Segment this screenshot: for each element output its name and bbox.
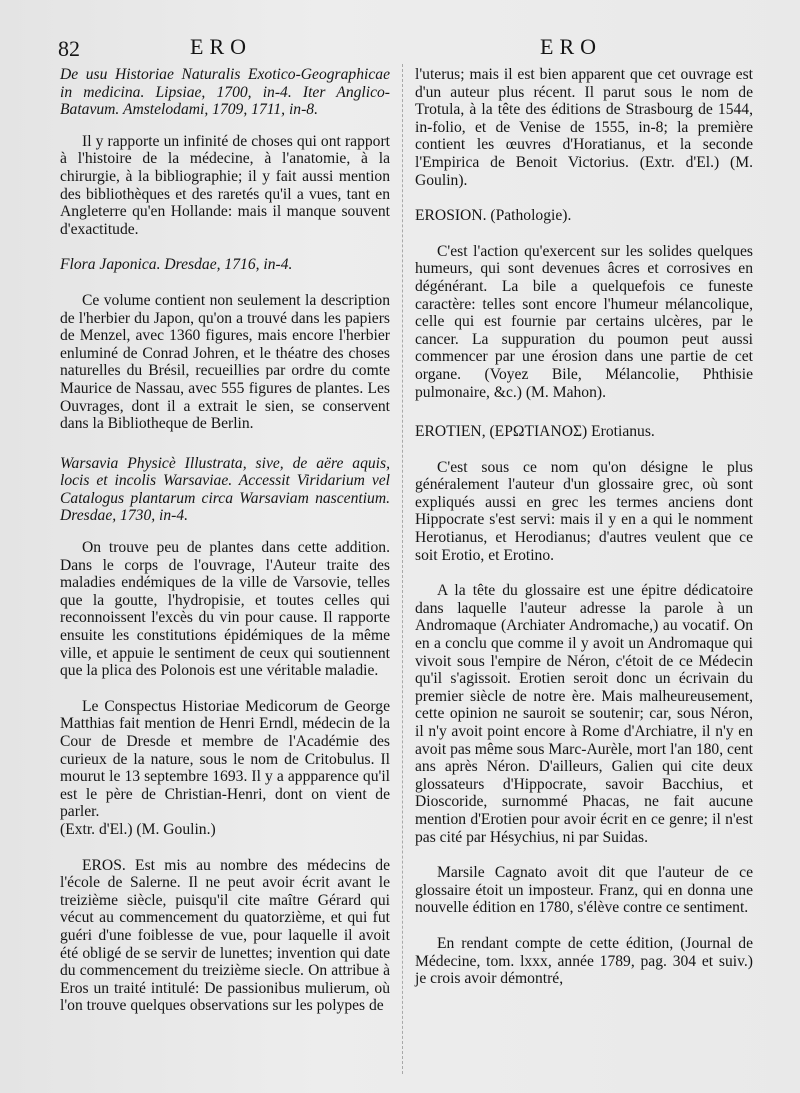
running-head-left: ERO [190,34,252,59]
page-number: 82 [58,36,80,61]
citation-de-usu-historiae: De usu Historiae Naturalis Exotico-Geographicae in medicina. Lipsiae, 1700, in-4. Iter Anglico-Batavum. Amstelodami, 1709, 1711, in-8. [60,66,390,119]
paragraph-journal: En rendant compte de cette édition, (Journal de Médecine, tom. lxxx, année 1789, pag. 304 et suiv.) je crois avoir démontré, [415,934,753,988]
paragraph-erotien: C'est sous ce nom qu'on désigne le plus généralement l'auteur d'un glossaire grec, où sont expliqués aussi en grec les termes anciens dont Hippocrate s'est servi: mais il y en a qui le nomment Herotianus, et Herodianus; d'autres veulent que ce soit Erotio, et Erotino. [415,458,753,564]
paragraph-andromaque: A la tête du glossaire est une épitre dédicatoire dans laquelle l'auteur adresse la parole à un Andromaque (Archiater Andromache,) au vocatif. On en a conclu que comme il y avoit un Andromaque qui vivoit sous l'empire de Néron, c'étoit de ce Médecin qu'il s'agissoit. Erotien seroit donc un écrivain du premier siècle de notre ère. Mais malheureusement, cette opinion ne sauroit se soutenir; car, sous Néron, il n'y avoit point encore à Rome d'Archiatre, il n'y en avoit pas même sous Marc-Aurèle, mort l'an 180, cent ans après Néron. D'ailleurs, Galien qui cite deux glossateurs d'Hippocrate, savoir Bacchius, et Dioscoride, surnommé Phacas, ne fait aucune mention d'Erotien pour avoir écrit en ce genre; il n'est pas cité par Hésychius, ni par Suidas. [415,582,753,846]
paragraph-erndl: Le Conspectus Historiae Medicorum de George Matthias fait mention de Henri Erndl, médecin de la Cour de Dresde et membre de l'Académie des curieux de la nature, sous le nom de Critobulus. Il mourut le 13 septembre 1693. Il y a appparence qu'il est le père de Christian-Henri, dont on vient de parler. [60,697,390,821]
left-column [60,66,390,1015]
paragraph-cagnato: Marsile Cagnato avoit dit que l'auteur de ce glossaire étoit un imposteur. Franz, qui en donna une nouvelle édition en 1780, s'élève contre ce sentiment. [415,864,753,917]
paragraph-flora-japonica: Ce volume contient non seulement la description de l'herbier du Japon, qu'on a trouvé dans les papiers de Menzel, avec 1360 figures, mais encore l'herbier enluminé de Conrad Johren, et le théatre des choses naturelles du Brésil, recueillies par ordre du comte Maurice de Nassau, avec 555 figures de plantes. Les Ouvrages, dont il a extrait le sien, se conservent dans la Bibliotheque de Berlin. [60,291,390,433]
column-divider [402,64,403,1074]
citation-warsavia: Warsavia Physicè Illustrata, sive, de aëre aquis, locis et incolis Warsaviae. Accessit Viridarium vel Catalogus plantarum circa Warsaviam nascentium. Dresdae, 1730, in-4. [60,454,390,525]
right-column [415,66,753,988]
paragraph-warsavia: On trouve peu de plantes dans cette addition. Dans le corps de l'ouvrage, l'Auteur traite des maladies endémiques de la ville de Varsovie, telles que la goutte, l'hydropisie, et toutes celles qui reconnoissent l'excès du vin pour cause. Il rapporte ensuite les constitutions épidémiques de la même ville, et appuie le sentiment de ceux qui soutiennent que la plica des Polonois est une véritable maladie. [60,539,390,680]
citation-flora-japonica: Flora Japonica. Dresdae, 1716, in-4. [60,256,293,274]
signature-goulin: (Extr. d'El.) (M. Goulin.) [60,820,216,838]
entry-eros: EROS. Est mis au nombre des médecins de l'école de Salerne. Il ne peut avoir écrit avant le treizième siècle, puisqu'il cite maître Gérard qui vécut au commencement du quatorzième, et qui fut guéri d'une foiblesse de vue, pour laquelle il avoit été obligé de se servir de lunettes; invention qui date du commencement du treizième siecle. On attribue à Eros un traité intitulé: De passionibus mulierum, où l'on trouve quelques observations sur les polypes de [60,856,390,1015]
heading-erosion: EROSION. (Pathologie). [415,207,572,225]
paragraph-erosion: C'est l'action qu'exercent sur les solides quelques humeurs, qui sont devenues âcres et corrosives en dégénérant. La bile a quelquefois ce funeste caractère: telles sont encore l'humeur mélancolique, celle qui est fournie par certains ulcères, par le cancer. La suppuration du poumon peut aussi commencer par une érosion dans une partie de cet organe. (Voyez Bile, Mélancolie, Phthisie pulmonaire, &c.) (M. Mahon). [415,242,753,401]
heading-erotien: EROTIEN, (ΕΡΩΤΙΑΝΟΣ) Erotianus. [415,423,655,441]
paragraph-exotico: Il y rapporte un infinité de choses qui ont rapport à l'histoire de la médecine, à l'anatomie, à la chirurgie, à la bibliographie; il y fait aussi mention des bibliothèques et des raretés qu'il a vues, tant en Angleterre qu'en Hollande: mais il manque souvent d'exactitude. [60,132,390,238]
running-head-right: ERO [540,34,602,59]
paragraph-trotula: l'uterus; mais il est bien apparent que cet ouvrage est d'un auteur plus récent. Il parut sous le nom de Trotula, à la tête des éditions de Strasbourg de 1544, in-folio, et de Venise de 1555, in-8; la première contient les œuvres d'Horatianus, et la seconde l'Empirica de Benoit Victorius. (Extr. d'El.) (M. Goulin). [415,66,753,189]
